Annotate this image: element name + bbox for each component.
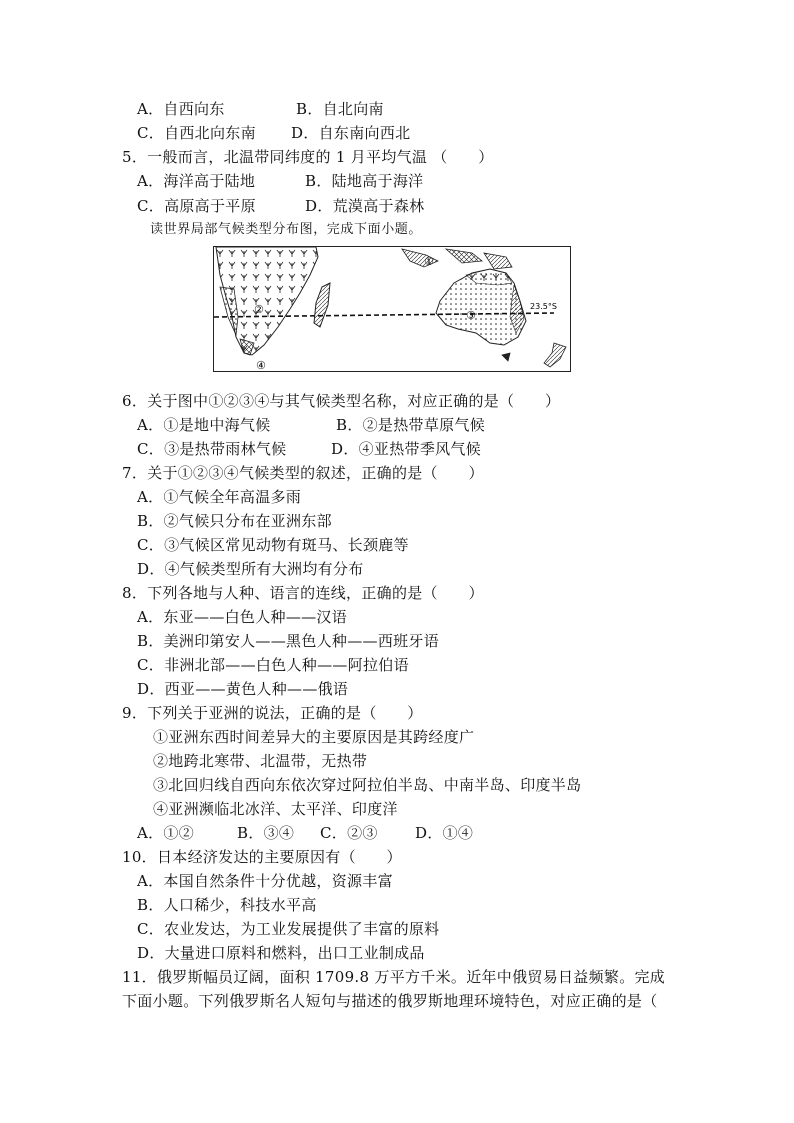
q7-option-c[interactable]: C．③气候区常见动物有斑马、长颈鹿等: [137, 536, 409, 554]
q9-stem: 9．下列关于亚洲的说法，正确的是（ ）: [122, 704, 423, 722]
q7-stem: 7．关于①②③④气候类型的叙述，正确的是（ ）: [122, 464, 484, 482]
q6-stem: 6．关于图中①②③④与其气候类型名称，对应正确的是（ ）: [122, 392, 561, 410]
map-label-2: ②: [254, 303, 264, 316]
q5-option-a[interactable]: A．海洋高于陆地: [137, 172, 256, 190]
q5-option-b[interactable]: B．陆地高于海洋: [305, 172, 424, 190]
tasmania: [502, 353, 510, 361]
q9-statement-1: ①亚洲东西时间差异大的主要原因是其跨经度广: [153, 728, 475, 746]
q10-option-b[interactable]: B．人口稀少，科技水平高: [137, 896, 317, 914]
q11-stem-line1: 11．俄罗斯幅员辽阔，面积 1709.8 万平方千米。近年中俄贸易日益频繁。完成: [122, 968, 666, 986]
q5-stem: 5．一般而言，北温带同纬度的 1 月平均气温 （ ）: [122, 148, 494, 166]
q10-option-d[interactable]: D．大量进口原料和燃料，出口工业制成品: [137, 944, 425, 962]
map-label-1: ①: [424, 255, 434, 268]
q8-option-b[interactable]: B．美洲印第安人——黑色人种——西班牙语: [137, 632, 440, 650]
q9-statement-3: ③北回归线自西向东依次穿过阿拉伯半岛、中南半岛、印度半岛: [153, 776, 582, 794]
q6-option-a[interactable]: A．①是地中海气候: [137, 416, 271, 434]
climate-map: [213, 246, 571, 372]
q11-stem-line2: 下面小题。下列俄罗斯名人短句与描述的俄罗斯地理环境特色，对应正确的是（: [122, 992, 658, 1010]
q8-stem: 8．下列各地与人种、语言的连线，正确的是（ ）: [122, 584, 484, 602]
q5-option-c[interactable]: C．高原高于平原: [137, 197, 256, 215]
q8-option-d[interactable]: D．西亚——黄色人种——俄语: [137, 680, 349, 698]
q9-option-c[interactable]: C．②③: [320, 824, 378, 842]
q4-option-b[interactable]: B．自北向南: [296, 100, 384, 118]
q4-option-d[interactable]: D．自东南向西北: [291, 124, 411, 142]
map-label-4: ④: [256, 359, 266, 372]
q8-option-c[interactable]: C．非洲北部——白色人种——阿拉伯语: [137, 656, 409, 674]
q9-statement-2: ②地跨北寒带、北温带，无热带: [153, 752, 368, 770]
madagascar: [314, 283, 330, 327]
q7-option-b[interactable]: B．②气候只分布在亚洲东部: [137, 512, 332, 530]
q9-option-a[interactable]: A．①②: [137, 824, 195, 842]
q6-option-d[interactable]: D．④亚热带季风气候: [331, 440, 482, 458]
q9-option-b[interactable]: B．③④: [237, 824, 295, 842]
q6-option-b[interactable]: B．②是热带草原气候: [336, 416, 486, 434]
map-intro: 读世界局部气候类型分布图，完成下面小题。: [150, 222, 423, 237]
sea-islands-3: [484, 253, 512, 269]
q8-option-a[interactable]: A．东亚——白色人种——汉语: [137, 608, 348, 626]
sea-islands-2: [446, 249, 482, 263]
q9-option-d[interactable]: D．①④: [415, 824, 474, 842]
q7-option-d[interactable]: D．④气候类型所有大洲均有分布: [137, 560, 364, 578]
map-label-3: ③: [466, 309, 476, 322]
q6-option-c[interactable]: C．③是热带雨林气候: [137, 440, 287, 458]
q10-stem: 10．日本经济发达的主要原因有（ ）: [122, 848, 402, 866]
q9-statement-4: ④亚洲濒临北冰洋、太平洋、印度洋: [153, 800, 398, 818]
q7-option-a[interactable]: A．①气候全年高温多雨: [137, 488, 302, 506]
q10-option-a[interactable]: A．本国自然条件十分优越，资源丰富: [137, 872, 393, 890]
q10-option-c[interactable]: C．农业发达，为工业发展提供了丰富的原料: [137, 920, 440, 938]
climate-map-drawing: [214, 247, 571, 372]
q5-option-d[interactable]: D．荒漠高于森林: [305, 197, 425, 215]
new-zealand: [544, 343, 566, 367]
tropic-label: 23.5°S: [530, 302, 557, 311]
q4-option-a[interactable]: A．自西向东: [137, 100, 225, 118]
q4-option-c[interactable]: C．自西北向东南: [137, 124, 256, 142]
